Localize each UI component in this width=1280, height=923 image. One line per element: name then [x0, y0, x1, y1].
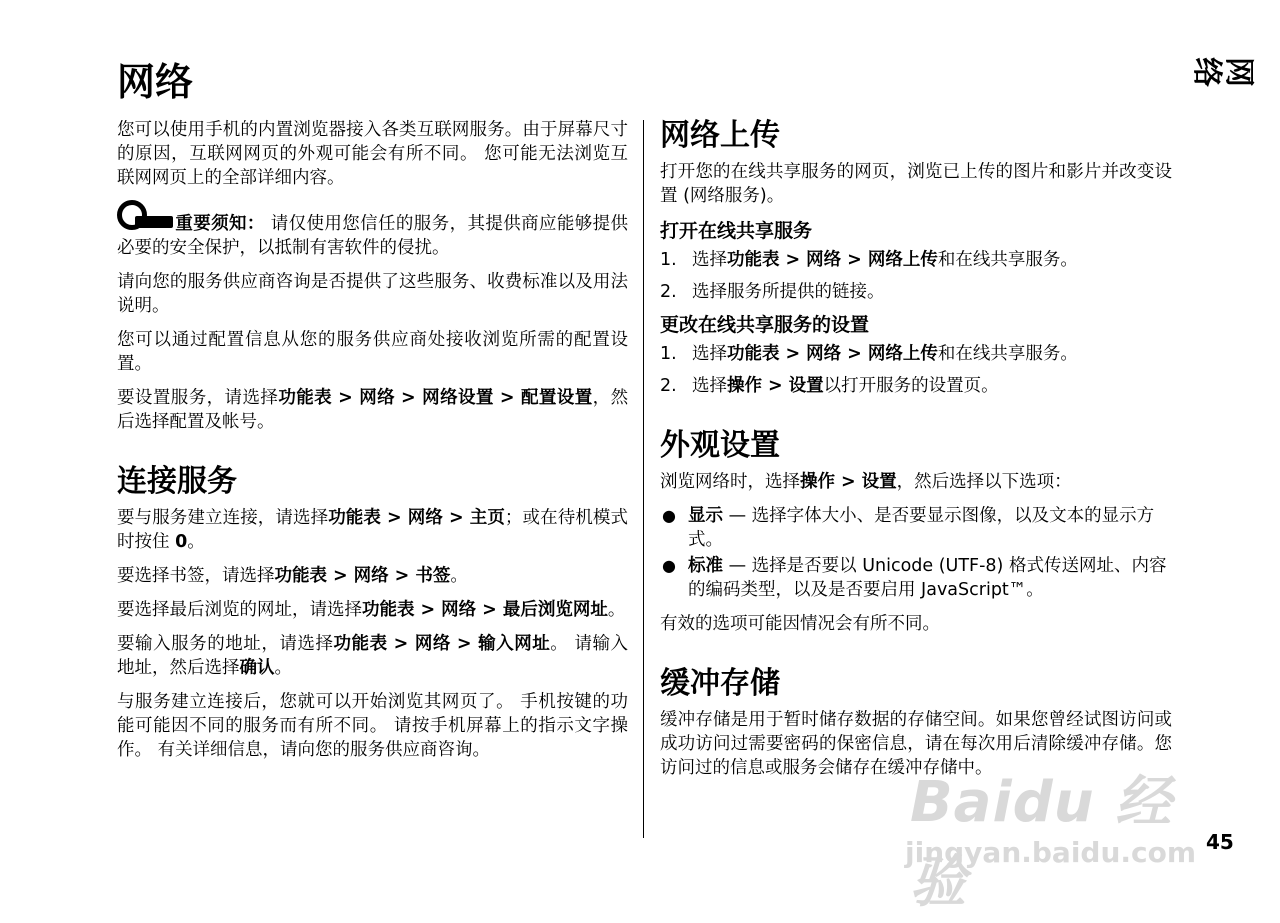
change-sharing-steps — [660, 342, 1172, 398]
connect-paragraph-browse: 与服务建立连接后，您就可以开始浏览其网页了。 手机按键的功能可能因不同的服务而有所不同。 请按手机屏幕上的指示文字操作。 有关详细信息，请向您的服务供应商咨询。 — [117, 692, 628, 760]
notice-paragraph — [117, 200, 628, 260]
list-item: 2. 选择操作 > 设置以打开服务的设置页。 — [660, 376, 999, 396]
setup-paragraph: 要设置服务，请选择功能表 > 网络 > 网络设置 > 配置设置，然后选择配置及帐号。 — [117, 388, 629, 432]
list-item: ● 显示 — 选择字体大小、是否要显示图像，以及文本的显示方式。 — [662, 506, 1155, 550]
important-notice-icon — [117, 200, 173, 236]
bullet-icon: ● — [662, 506, 676, 525]
notice-label: 重要须知： — [175, 214, 265, 234]
config-paragraph: 您可以通过配置信息从您的服务供应商处接收浏览所需的配置设置。 — [117, 330, 628, 374]
connect-paragraph-address: 要输入服务的地址，请选择功能表 > 网络 > 输入网址。 请输入地址，然后选择确认。 — [117, 634, 629, 678]
left-column — [117, 118, 628, 772]
appearance-options — [660, 504, 1172, 602]
subheading-open-sharing: 打开在线共享服务 — [660, 220, 813, 242]
list-item: 1. 选择功能表 > 网络 > 网络上传和在线共享服务。 — [660, 250, 1078, 270]
bullet-icon: ● — [662, 556, 676, 575]
notice-text: 请仅使用您信任的服务，其提供商应能够提供必要的安全保护，以抵制有害软件的侵扰。 — [117, 214, 629, 258]
page-number: 45 — [1206, 830, 1234, 854]
subheading-change-sharing: 更改在线共享服务的设置 — [660, 314, 870, 336]
right-column — [660, 118, 1172, 790]
intro-paragraph: 您可以使用手机的内置浏览器接入各类互联网服务。由于屏幕尺寸的原因，互联网网页的外观可能会有所不同。 您可能无法浏览互联网网页上的全部详细内容。 — [117, 120, 628, 188]
appearance-note: 有效的选项可能因情况会有所不同。 — [660, 614, 940, 634]
upload-intro: 打开您的在线共享服务的网页，浏览已上传的图片和影片并改变设置 (网络服务)。 — [660, 162, 1172, 206]
open-sharing-steps — [660, 248, 1172, 304]
consult-paragraph: 请向您的服务供应商咨询是否提供了这些服务、收费标准以及用法说明。 — [117, 272, 628, 316]
connect-paragraph-last-url: 要选择最后浏览的网址，请选择功能表 > 网络 > 最后浏览网址。 — [117, 600, 626, 620]
cache-paragraph: 缓冲存储是用于暂时储存数据的存储空间。如果您曾经试图访问或成功访问过需要密码的保密信息，请在每次用后清除缓冲存储。您访问过的信息或服务会储存在缓冲存储中。 — [660, 710, 1172, 778]
section-heading-connect: 连接服务 — [117, 464, 237, 499]
side-tab-label: 网络 — [1189, 57, 1256, 87]
connect-paragraph-home: 要与服务建立连接，请选择功能表 > 网络 > 主页；或在待机模式时按住 0。 — [117, 508, 629, 552]
watermark-main: Baidu 经验 — [910, 770, 1173, 915]
watermark-url: jingyan.baidu.com — [905, 836, 1197, 869]
list-item: ● 标准 — 选择是否要以 Unicode (UTF-8) 格式传送网址、内容的编码类型，以及是否要启用 JavaScript™。 — [662, 556, 1167, 600]
appearance-intro: 浏览网络时，选择操作 > 设置，然后选择以下选项： — [660, 472, 1072, 492]
section-heading-cache: 缓冲存储 — [660, 666, 780, 701]
column-divider — [643, 120, 644, 838]
list-item: 2. 选择服务所提供的链接。 — [660, 282, 885, 302]
page-title: 网络 — [117, 60, 194, 104]
section-heading-upload: 网络上传 — [660, 118, 780, 153]
connect-paragraph-bookmarks: 要选择书签，请选择功能表 > 网络 > 书签。 — [117, 566, 468, 586]
list-item: 1. 选择功能表 > 网络 > 网络上传和在线共享服务。 — [660, 344, 1078, 364]
section-heading-appearance: 外观设置 — [660, 428, 780, 463]
side-tab — [1189, 40, 1256, 104]
